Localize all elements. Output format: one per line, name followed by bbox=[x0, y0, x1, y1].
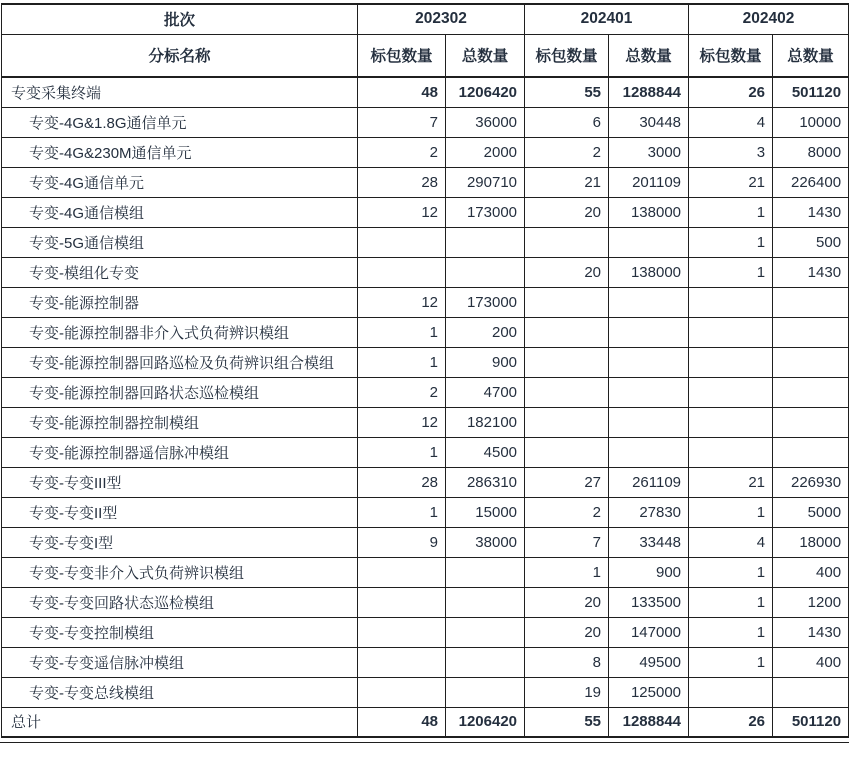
cell-value: 1 bbox=[358, 437, 446, 467]
table-row bbox=[2, 467, 849, 497]
cell-value: 7 bbox=[358, 107, 446, 137]
row-label: 专变-能源控制器控制模组 bbox=[2, 407, 358, 437]
cell-value bbox=[358, 257, 446, 287]
cell-value: 12 bbox=[358, 407, 446, 437]
cell-value: 5000 bbox=[773, 497, 849, 527]
row-label: 专变-专变非介入式负荷辨识模组 bbox=[2, 557, 358, 587]
cell-value bbox=[446, 647, 525, 677]
cell-value bbox=[609, 437, 689, 467]
cell-value: 200 bbox=[446, 317, 525, 347]
cell-value: 49500 bbox=[609, 647, 689, 677]
cell-value bbox=[525, 377, 609, 407]
row-label: 总计 bbox=[2, 707, 358, 737]
cell-value: 48 bbox=[358, 77, 446, 107]
cell-value: 173000 bbox=[446, 287, 525, 317]
cell-value bbox=[525, 407, 609, 437]
cell-value: 1 bbox=[689, 587, 773, 617]
cell-value: 400 bbox=[773, 647, 849, 677]
total-quantity-header: 总数量 bbox=[773, 34, 849, 77]
name-header-label: 分标名称 bbox=[2, 34, 358, 77]
table-row bbox=[2, 257, 849, 287]
package-count-header: 标包数量 bbox=[358, 34, 446, 77]
cell-value: 501120 bbox=[773, 77, 849, 107]
cell-value bbox=[446, 257, 525, 287]
cell-value bbox=[446, 677, 525, 707]
cell-value: 4 bbox=[689, 527, 773, 557]
cell-value: 28 bbox=[358, 467, 446, 497]
table-row bbox=[2, 527, 849, 557]
cell-value: 2 bbox=[358, 137, 446, 167]
table-body bbox=[2, 77, 849, 737]
row-label: 专变-5G通信模组 bbox=[2, 227, 358, 257]
cell-value bbox=[609, 317, 689, 347]
cell-value bbox=[609, 377, 689, 407]
cell-value: 4700 bbox=[446, 377, 525, 407]
cell-value: 48 bbox=[358, 707, 446, 737]
cell-value: 182100 bbox=[446, 407, 525, 437]
cell-value bbox=[773, 407, 849, 437]
cell-value: 27830 bbox=[609, 497, 689, 527]
package-count-header: 标包数量 bbox=[689, 34, 773, 77]
row-label: 专变-专变III型 bbox=[2, 467, 358, 497]
batch-202401-header: 202401 bbox=[525, 4, 689, 34]
cell-value bbox=[525, 227, 609, 257]
cell-value: 1 bbox=[525, 557, 609, 587]
cell-value bbox=[525, 347, 609, 377]
cell-value: 26 bbox=[689, 77, 773, 107]
row-label: 专变-能源控制器回路状态巡检模组 bbox=[2, 377, 358, 407]
cell-value: 4 bbox=[689, 107, 773, 137]
table-row bbox=[2, 677, 849, 707]
package-count-header: 标包数量 bbox=[525, 34, 609, 77]
cell-value: 1 bbox=[689, 197, 773, 227]
cell-value: 7 bbox=[525, 527, 609, 557]
cell-value bbox=[609, 227, 689, 257]
cell-value: 1288844 bbox=[609, 77, 689, 107]
cell-value bbox=[446, 587, 525, 617]
cell-value: 27 bbox=[525, 467, 609, 497]
cell-value: 20 bbox=[525, 587, 609, 617]
cell-value: 21 bbox=[689, 167, 773, 197]
row-label: 专变-专变I型 bbox=[2, 527, 358, 557]
batch-202302-header: 202302 bbox=[358, 4, 525, 34]
cell-value: 3 bbox=[689, 137, 773, 167]
cell-value: 1288844 bbox=[609, 707, 689, 737]
cell-value: 1 bbox=[358, 317, 446, 347]
cell-value: 501120 bbox=[773, 707, 849, 737]
row-label: 专变-4G&1.8G通信单元 bbox=[2, 107, 358, 137]
total-quantity-header: 总数量 bbox=[446, 34, 525, 77]
cell-value: 138000 bbox=[609, 197, 689, 227]
table-row bbox=[2, 107, 849, 137]
bid-quantity-table bbox=[1, 3, 849, 738]
cell-value bbox=[446, 557, 525, 587]
cell-value: 2000 bbox=[446, 137, 525, 167]
row-label: 专变-能源控制器非介入式负荷辨识模组 bbox=[2, 317, 358, 347]
cell-value: 261109 bbox=[609, 467, 689, 497]
table-row bbox=[2, 287, 849, 317]
cell-value: 1 bbox=[358, 497, 446, 527]
cell-value: 19 bbox=[525, 677, 609, 707]
cell-value: 55 bbox=[525, 707, 609, 737]
cell-value: 12 bbox=[358, 197, 446, 227]
row-label: 专变-专变遥信脉冲模组 bbox=[2, 647, 358, 677]
cell-value bbox=[525, 437, 609, 467]
cell-value: 900 bbox=[609, 557, 689, 587]
row-label: 专变-4G&230M通信单元 bbox=[2, 137, 358, 167]
cell-value bbox=[446, 617, 525, 647]
table-row bbox=[2, 137, 849, 167]
row-label: 专变-专变回路状态巡检模组 bbox=[2, 587, 358, 617]
header-row-batch bbox=[2, 4, 849, 34]
cell-value: 1 bbox=[358, 347, 446, 377]
cell-value: 28 bbox=[358, 167, 446, 197]
table-row bbox=[2, 317, 849, 347]
cell-value: 138000 bbox=[609, 257, 689, 287]
table-row bbox=[2, 407, 849, 437]
cell-value: 1200 bbox=[773, 587, 849, 617]
row-label: 专变-专变总线模组 bbox=[2, 677, 358, 707]
cell-value bbox=[525, 317, 609, 347]
row-label: 专变-能源控制器 bbox=[2, 287, 358, 317]
cell-value: 290710 bbox=[446, 167, 525, 197]
cell-value: 1206420 bbox=[446, 77, 525, 107]
cell-value bbox=[525, 287, 609, 317]
table-row bbox=[2, 497, 849, 527]
cell-value: 2 bbox=[525, 497, 609, 527]
cell-value: 1 bbox=[689, 647, 773, 677]
cell-value: 1206420 bbox=[446, 707, 525, 737]
cell-value: 26 bbox=[689, 707, 773, 737]
cell-value bbox=[773, 377, 849, 407]
total-row bbox=[2, 707, 849, 737]
table-row bbox=[2, 167, 849, 197]
table-row bbox=[2, 347, 849, 377]
table-row bbox=[2, 617, 849, 647]
table-row bbox=[2, 647, 849, 677]
cell-value: 1430 bbox=[773, 197, 849, 227]
cell-value: 38000 bbox=[446, 527, 525, 557]
cell-value bbox=[689, 317, 773, 347]
cell-value: 125000 bbox=[609, 677, 689, 707]
cell-value bbox=[773, 287, 849, 317]
cell-value bbox=[689, 347, 773, 377]
cell-value: 9 bbox=[358, 527, 446, 557]
cell-value bbox=[773, 437, 849, 467]
cell-value: 15000 bbox=[446, 497, 525, 527]
cell-value: 286310 bbox=[446, 467, 525, 497]
batch-202402-header: 202402 bbox=[689, 4, 849, 34]
table-row bbox=[2, 77, 849, 107]
cell-value bbox=[689, 437, 773, 467]
cell-value: 33448 bbox=[609, 527, 689, 557]
cell-value: 500 bbox=[773, 227, 849, 257]
cell-value: 226930 bbox=[773, 467, 849, 497]
cell-value: 147000 bbox=[609, 617, 689, 647]
cell-value: 1 bbox=[689, 497, 773, 527]
cell-value bbox=[358, 677, 446, 707]
row-label: 专变-能源控制器回路巡检及负荷辨识组合模组 bbox=[2, 347, 358, 377]
cell-value: 2 bbox=[525, 137, 609, 167]
cell-value bbox=[773, 677, 849, 707]
cell-value: 8000 bbox=[773, 137, 849, 167]
cell-value: 1 bbox=[689, 557, 773, 587]
cell-value: 36000 bbox=[446, 107, 525, 137]
table-outer-border bbox=[0, 3, 849, 743]
row-label: 专变-专变II型 bbox=[2, 497, 358, 527]
cell-value bbox=[358, 557, 446, 587]
cell-value: 21 bbox=[525, 167, 609, 197]
table-row bbox=[2, 437, 849, 467]
cell-value: 20 bbox=[525, 257, 609, 287]
cell-value bbox=[358, 617, 446, 647]
cell-value: 1430 bbox=[773, 257, 849, 287]
cell-value: 8 bbox=[525, 647, 609, 677]
cell-value bbox=[446, 227, 525, 257]
cell-value: 55 bbox=[525, 77, 609, 107]
cell-value bbox=[689, 407, 773, 437]
table-row bbox=[2, 557, 849, 587]
cell-value bbox=[689, 377, 773, 407]
row-label: 专变-模组化专变 bbox=[2, 257, 358, 287]
cell-value bbox=[358, 647, 446, 677]
cell-value: 201109 bbox=[609, 167, 689, 197]
cell-value: 226400 bbox=[773, 167, 849, 197]
cell-value: 21 bbox=[689, 467, 773, 497]
cell-value: 133500 bbox=[609, 587, 689, 617]
cell-value: 20 bbox=[525, 617, 609, 647]
cell-value: 4500 bbox=[446, 437, 525, 467]
cell-value: 1 bbox=[689, 227, 773, 257]
cell-value bbox=[689, 287, 773, 317]
cell-value: 1 bbox=[689, 257, 773, 287]
cell-value: 1 bbox=[689, 617, 773, 647]
cell-value bbox=[689, 677, 773, 707]
table-row bbox=[2, 197, 849, 227]
table-row bbox=[2, 227, 849, 257]
cell-value: 2 bbox=[358, 377, 446, 407]
cell-value bbox=[609, 347, 689, 377]
cell-value: 1430 bbox=[773, 617, 849, 647]
cell-value bbox=[773, 317, 849, 347]
cell-value: 3000 bbox=[609, 137, 689, 167]
row-label: 专变-4G通信模组 bbox=[2, 197, 358, 227]
cell-value: 6 bbox=[525, 107, 609, 137]
table-row bbox=[2, 587, 849, 617]
cell-value: 900 bbox=[446, 347, 525, 377]
cell-value: 18000 bbox=[773, 527, 849, 557]
cell-value: 20 bbox=[525, 197, 609, 227]
batch-header-label: 批次 bbox=[2, 4, 358, 34]
table-row bbox=[2, 377, 849, 407]
row-label: 专变-4G通信单元 bbox=[2, 167, 358, 197]
cell-value: 10000 bbox=[773, 107, 849, 137]
row-label: 专变-专变控制模组 bbox=[2, 617, 358, 647]
cell-value bbox=[609, 407, 689, 437]
cell-value bbox=[358, 587, 446, 617]
header-row-columns bbox=[2, 34, 849, 77]
total-quantity-header: 总数量 bbox=[609, 34, 689, 77]
row-label: 专变采集终端 bbox=[2, 77, 358, 107]
table-header bbox=[2, 4, 849, 77]
cell-value: 173000 bbox=[446, 197, 525, 227]
cell-value: 400 bbox=[773, 557, 849, 587]
row-label: 专变-能源控制器遥信脉冲模组 bbox=[2, 437, 358, 467]
cell-value bbox=[773, 347, 849, 377]
cell-value: 12 bbox=[358, 287, 446, 317]
cell-value bbox=[609, 287, 689, 317]
cell-value bbox=[358, 227, 446, 257]
cell-value: 30448 bbox=[609, 107, 689, 137]
